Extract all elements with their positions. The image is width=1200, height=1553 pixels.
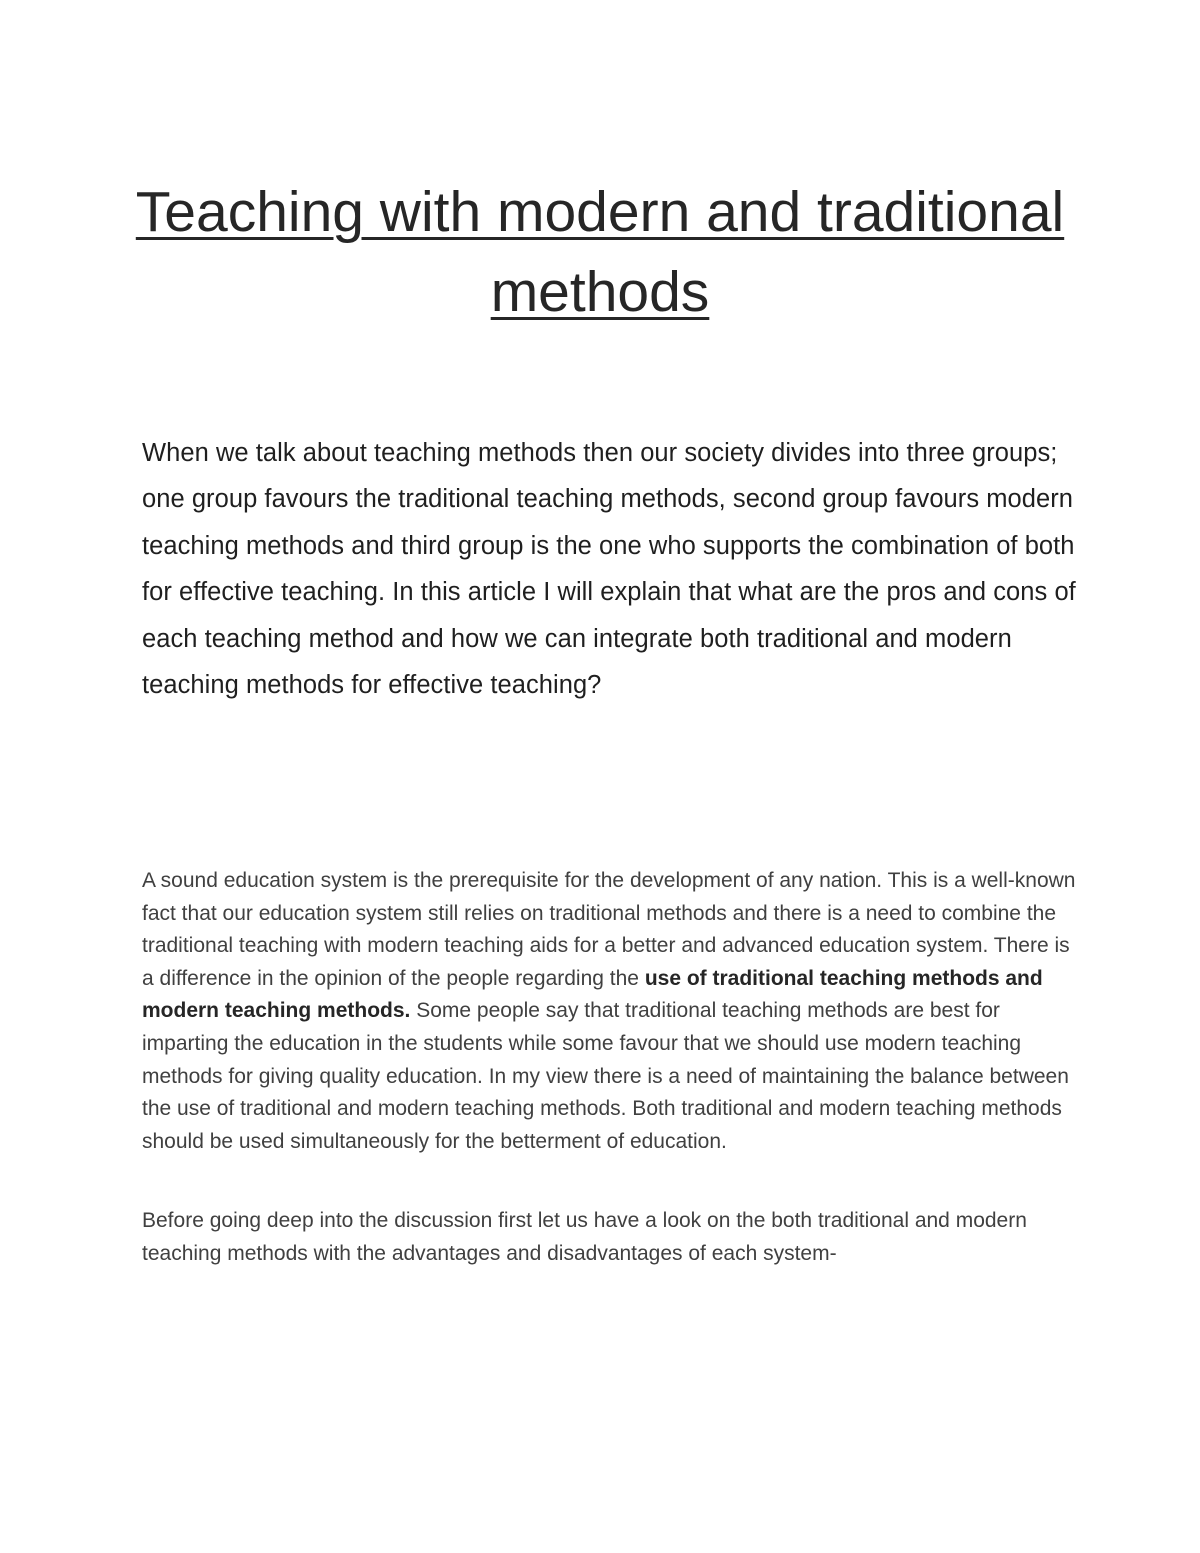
para1-bold-text: use of traditional teaching methods and modern teaching methods. bbox=[142, 966, 1043, 1023]
body-paragraph-2: Before going deep into the discussion first let us have a look on the both traditional and modern teaching methods with the advantages and disadvantages of each system- bbox=[142, 1209, 1027, 1265]
para1-text-start: A sound education system is the prerequisite for the development of any nation. This is a well-known fact that our education system still relies on traditional methods and there is a need to combine the traditional teaching with modern teaching aids for a better and advanced education system. There is a difference in the opinion of the people regarding the bbox=[142, 869, 1076, 990]
intro-paragraph: When we talk about teaching methods then our society divides into three groups; one group favours the traditional teaching methods, second group favours modern teaching methods and third group is the one who supports the combination of both for effective teaching. In this article I will explain that what are the pros and cons of each teaching method and how we can integrate both traditional and modern teaching methods for effective teaching? bbox=[142, 439, 1076, 700]
body-paragraph-1 bbox=[142, 865, 1077, 1158]
para1-text-end: Some people say that traditional teaching methods are best for imparting the education in the students while some favour that we should use modern teaching methods for giving quality education. In my view there is a need of maintaining the balance between the use of traditional and modern teaching methods. Both traditional and modern teaching methods should be used simultaneously for the betterment of education. bbox=[142, 999, 1069, 1153]
document-title: Teaching with modern and traditional methods bbox=[135, 180, 1065, 324]
